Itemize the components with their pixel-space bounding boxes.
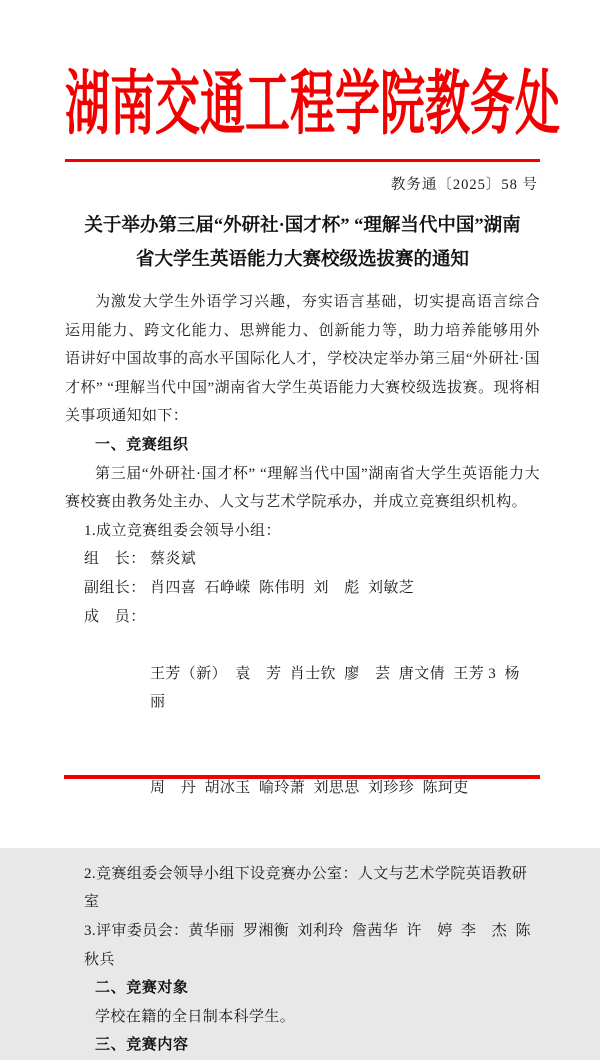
org-item-3: 3.评审委员会：黄华丽 罗湘衡 刘利玲 詹茜华 许 婷 李 杰 陈秋兵 — [84, 923, 531, 968]
deputy-leader-line — [84, 574, 540, 603]
org-item-1: 1.成立竞赛组委会领导小组： — [84, 522, 281, 539]
intro-paragraph: 为激发大学生外语学习兴趣，夯实语言基础，切实提高语言综合运用能力、跨文化能力、思辨能力、创新能力等，助力培养能够用外语讲好中国故事的高水平国际化人才，学校决定举办第三届“外研社·国才杯” “理解当代中国”湖南省大学生英语能力大赛校级选拔赛。现将相关事项通知如下： — [65, 294, 540, 425]
document-title-line2: 省大学生英语能力大赛校级选拔赛的通知 — [135, 250, 469, 270]
members-names — [150, 603, 540, 860]
masthead-title: 湖南交通工程学院教务处 — [65, 65, 561, 143]
document-title — [65, 209, 540, 277]
members-names-row1: 王芳（新） 袁 芳 肖士钦 廖 芸 唐文倩 王芳 3 杨 丽 — [150, 665, 536, 711]
masthead-section — [65, 0, 561, 150]
doc-number: 教务通〔2025〕58 号 — [390, 177, 538, 193]
section3-heading: 三、竞赛内容 — [95, 1036, 189, 1054]
section2-paragraph: 学校在籍的全日制本科学生。 — [95, 1008, 296, 1025]
footer-divider — [64, 775, 540, 779]
members-label: 成 员： — [84, 608, 146, 625]
members-names-row2: 周 丹 胡冰玉 喻玲萧 刘思思 刘珍珍 陈珂吏 — [150, 780, 469, 797]
document-body — [65, 288, 540, 1060]
deputy-leader-label: 副组长： — [84, 579, 146, 596]
leader-names: 蔡炎斌 — [150, 551, 197, 568]
org-item-2: 2.竞赛组委会领导小组下设竞赛办公室：人文与艺术学院英语教研室 — [84, 865, 528, 911]
section1-heading: 一、竞赛组织 — [95, 435, 189, 453]
section1-org-list — [84, 517, 540, 975]
document-title-line1: 关于举办第三届“外研社·国才杯” “理解当代中国”湖南 — [84, 216, 521, 236]
leader-line — [84, 545, 540, 574]
members-line — [84, 603, 540, 860]
deputy-leader-names: 肖四喜 石峥嵘 陈伟明 刘 彪 刘敏芝 — [150, 579, 415, 596]
section2-heading: 二、竞赛对象 — [95, 979, 189, 997]
section1-paragraph: 第三届“外研社·国才杯” “理解当代中国”湖南省大学生英语能力大赛校赛由教务处主办、人文与艺术学院承办，并成立竞赛组织机构。 — [65, 465, 540, 511]
leader-label: 组 长： — [84, 551, 146, 568]
